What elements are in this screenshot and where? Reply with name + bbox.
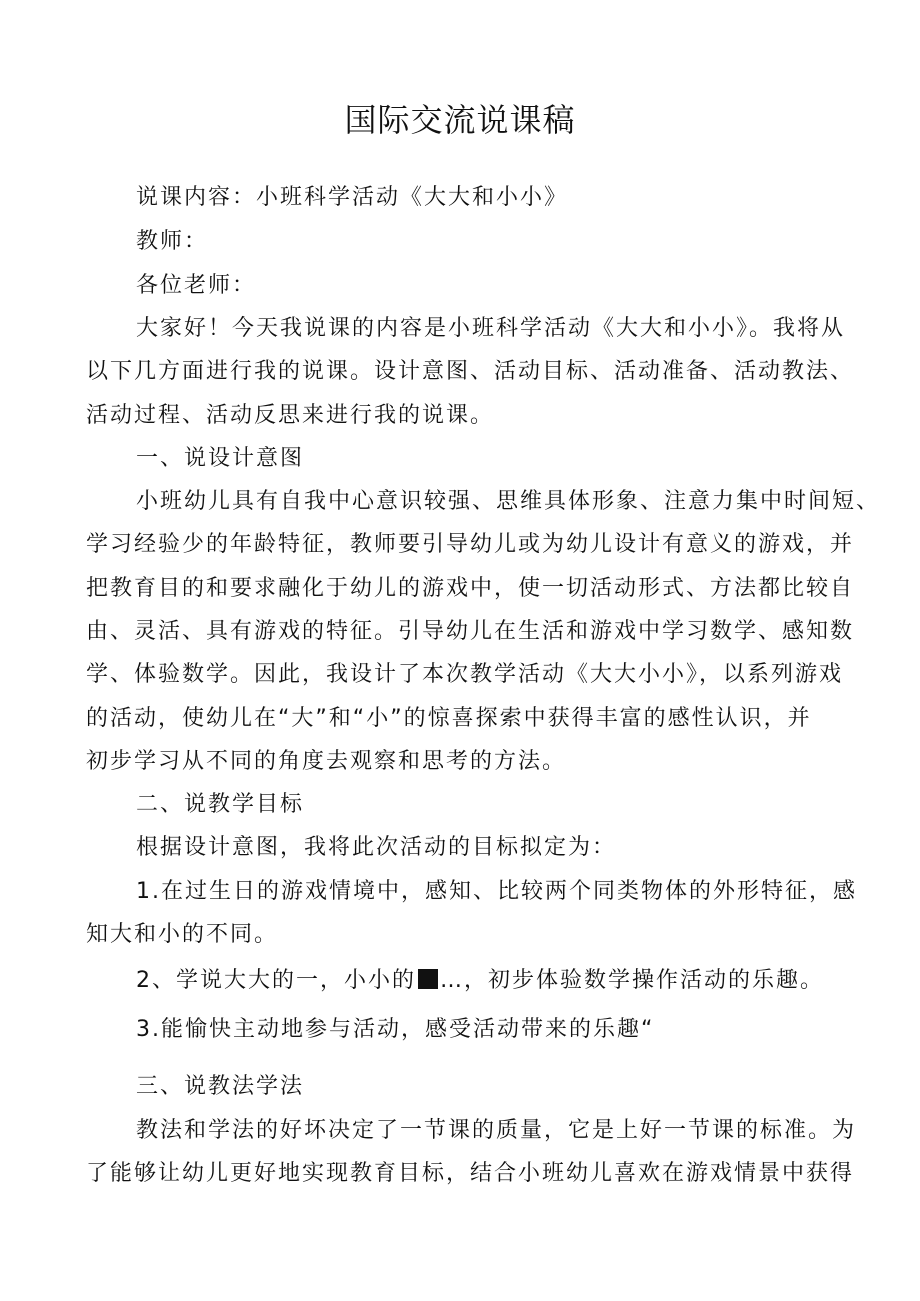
design-paragraph-line: 初步学习从不同的角度去观察和思考的方法。: [86, 749, 567, 774]
design-paragraph-line: 由、灵活、具有游戏的特征。引导幼儿在生活和游戏中学习数学、感知数: [86, 619, 855, 644]
teacher-line: 教师：: [136, 229, 209, 254]
design-paragraph-line: 的活动，使幼儿在“大”和“小”的惊喜探索中获得丰富的感性认识，并: [86, 706, 812, 731]
goal-item-1-cont: 知大和小的不同。: [86, 922, 279, 947]
goal-item-2-text-a: 2、学说大大的一，小小的: [136, 968, 416, 993]
design-paragraph-line: 学、体验数学。因此，我设计了本次教学活动《大大小小》，以系列游戏: [86, 662, 844, 687]
goal-item-3: 3.能愉快主动地参与活动，感受活动带来的乐趣“: [136, 1017, 655, 1042]
methods-paragraph-line: 了能够让幼儿更好地实现教育目标，结合小班幼儿喜欢在游戏情景中获得: [86, 1161, 855, 1186]
lesson-content-line: 说课内容：小班科学活动《大大和小小》: [136, 185, 569, 210]
methods-paragraph-line: 教法和学法的好坏决定了一节课的质量，它是上好一节课的标准。为: [136, 1118, 857, 1143]
section-heading-design: 一、说设计意图: [136, 446, 305, 471]
design-paragraph-line: 把教育目的和要求融化于幼儿的游戏中，使一切活动形式、方法都比较自: [86, 576, 855, 601]
intro-paragraph-line: 大家好！今天我说课的内容是小班科学活动《大大和小小》。我将从: [136, 316, 846, 341]
section-heading-goals: 二、说教学目标: [136, 792, 305, 817]
design-paragraph-line: 学习经验少的年龄特征，教师要引导幼儿或为幼儿设计有意义的游戏，并: [86, 532, 855, 557]
greeting-line: 各位老师：: [136, 273, 257, 298]
goals-intro-line: 根据设计意图，我将此次活动的目标拟定为：: [136, 835, 617, 860]
goal-item-1: 1.在过生日的游戏情境中，感知、比较两个同类物体的外形特征，感: [136, 879, 857, 904]
document-title: 国际交流说课稿: [344, 101, 576, 139]
intro-paragraph-line: 以下几方面进行我的说课。设计意图、活动目标、活动准备、活动教法、: [86, 359, 855, 384]
goal-item-2: [136, 966, 896, 996]
intro-paragraph-line: 活动过程、活动反思来进行我的说课。: [86, 403, 495, 428]
goal-item-2-text-b: …，初步体验数学操作活动的乐趣。: [440, 968, 825, 993]
section-heading-methods: 三、说教法学法: [136, 1074, 305, 1099]
black-square-icon: [418, 969, 438, 989]
design-paragraph-line: 小班幼儿具有自我中心意识较强、思维具体形象、注意力集中时间短、: [136, 489, 881, 514]
